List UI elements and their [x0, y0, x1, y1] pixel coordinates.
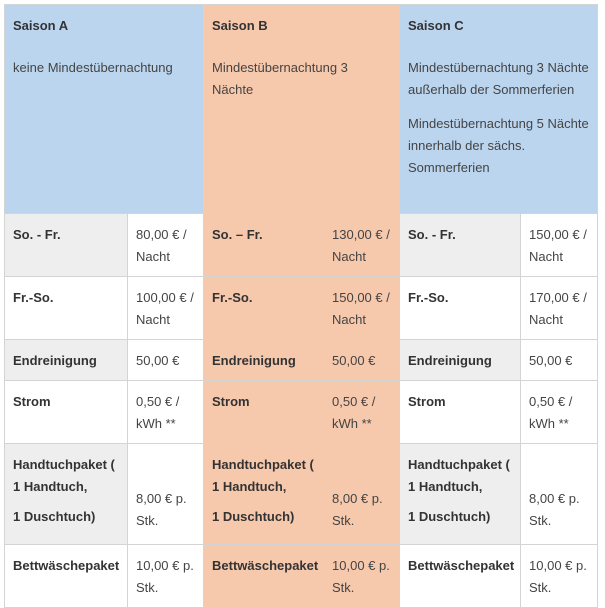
row-label [5, 444, 128, 545]
price-cell: 50,00 € [324, 340, 400, 381]
row-label [400, 444, 521, 545]
price-cell: 10,00 € p. Stk. [128, 545, 204, 608]
row-label: Fr.-So. [5, 277, 128, 340]
price-cell: 10,00 € p. Stk. [324, 545, 400, 608]
price-table [4, 4, 598, 608]
season-b-title: Saison B [212, 18, 268, 33]
row-label: Strom [400, 381, 521, 444]
label-line: 1 Handtuch, [212, 479, 287, 494]
label-line: Handtuchpaket ( [13, 457, 115, 472]
row-label: Strom [204, 381, 324, 444]
row-label: Bettwäschepaket [5, 545, 128, 608]
price-cell: 80,00 € / Nacht [128, 214, 204, 277]
price-cell: 8,00 € p. Stk. [324, 444, 400, 545]
row-label: Bettwäschepaket [400, 545, 521, 608]
label-line: Handtuchpaket ( [408, 457, 510, 472]
table-row [5, 340, 598, 381]
row-label: Fr.-So. [400, 277, 521, 340]
row-label: Fr.-So. [204, 277, 324, 340]
label-line: 1 Duschtuch) [408, 509, 491, 524]
price-cell: 50,00 € [128, 340, 204, 381]
price-cell: 0,50 € / kWh ** [128, 381, 204, 444]
price-cell: 170,00 € / Nacht [521, 277, 598, 340]
table-row [5, 277, 598, 340]
season-a-note: keine Mindestübernachtung [13, 60, 173, 75]
season-header-row [5, 5, 598, 214]
row-label: So. - Fr. [5, 214, 128, 277]
row-label: Strom [5, 381, 128, 444]
season-c-note-2: Mindestübernachtung 5 Nächte innerhalb der sächs. Sommerferien [408, 116, 589, 175]
label-line: 1 Duschtuch) [13, 509, 96, 524]
season-b-header [204, 5, 400, 214]
label-line: Handtuchpaket ( [212, 457, 314, 472]
price-cell: 100,00 € / Nacht [128, 277, 204, 340]
season-c-title: Saison C [408, 18, 464, 33]
price-cell: 50,00 € [521, 340, 598, 381]
season-c-header [400, 5, 598, 214]
table-row [5, 444, 598, 545]
row-label: Bettwäschepaket [204, 545, 324, 608]
price-cell: 0,50 € / kWh ** [521, 381, 598, 444]
season-b-note: Mindestübernachtung 3 Nächte [212, 60, 348, 97]
price-cell: 8,00 € p. Stk. [521, 444, 598, 545]
table-row [5, 381, 598, 444]
price-cell: 0,50 € / kWh ** [324, 381, 400, 444]
row-label: Endreinigung [5, 340, 128, 381]
price-cell: 8,00 € p. Stk. [128, 444, 204, 545]
label-line: 1 Handtuch, [408, 479, 483, 494]
season-c-note-1: Mindestübernachtung 3 Nächte außerhalb der Sommerferien [408, 60, 589, 97]
season-a-header [5, 5, 204, 214]
row-label: Endreinigung [204, 340, 324, 381]
label-line: 1 Handtuch, [13, 479, 88, 494]
row-label: Endreinigung [400, 340, 521, 381]
label-line: 1 Duschtuch) [212, 509, 295, 524]
row-label: So. – Fr. [204, 214, 324, 277]
price-cell: 10,00 € p. Stk. [521, 545, 598, 608]
table-row [5, 214, 598, 277]
price-cell: 150,00 € / Nacht [521, 214, 598, 277]
price-cell: 130,00 € / Nacht [324, 214, 400, 277]
row-label: So. - Fr. [400, 214, 521, 277]
row-label [204, 444, 324, 545]
table-row [5, 545, 598, 608]
season-a-title: Saison A [13, 18, 69, 33]
price-cell: 150,00 € / Nacht [324, 277, 400, 340]
